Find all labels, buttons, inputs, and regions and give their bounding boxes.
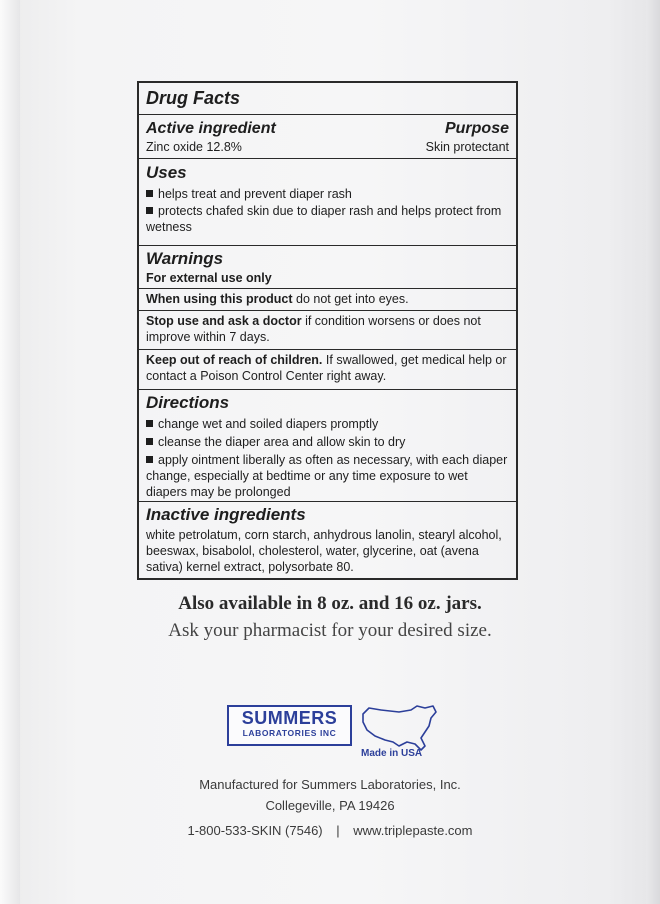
address-line: Collegeville, PA 19426 <box>265 798 395 813</box>
bullet-icon <box>146 190 153 197</box>
logo-name: SUMMERS <box>241 708 338 728</box>
list-item: apply ointment liberally as often as necessary, with each diaper change, especially at bedtime or any time exposure to wet diapers may be prolonged <box>146 453 508 499</box>
warnings-heading: Warnings <box>146 249 224 268</box>
divider <box>139 349 516 350</box>
warnings-section <box>146 249 509 286</box>
bullet-icon <box>146 207 153 214</box>
drug-facts-panel <box>137 81 518 580</box>
list-item: helps treat and prevent diaper rash <box>146 186 509 202</box>
uses-heading: Uses <box>146 163 187 182</box>
directions-heading: Directions <box>146 393 230 412</box>
purpose-heading: Purpose <box>444 120 509 137</box>
bullet-icon <box>146 420 153 427</box>
active-ingredient-heading: Active ingredient <box>146 120 276 137</box>
logo-subtitle: LABORATORIES INC <box>242 728 337 738</box>
inactive-section <box>146 505 509 575</box>
active-ingredient-value: Zinc oxide 12.8% <box>146 140 242 154</box>
bullet-icon <box>146 438 153 445</box>
bullet-icon <box>146 456 153 463</box>
divider <box>139 288 516 289</box>
when-using-text: When using this product do not get into eyes. <box>146 292 409 306</box>
divider <box>139 389 516 390</box>
divider <box>139 310 516 311</box>
list-item: protects chafed skin due to diaper rash and helps protect from wetness <box>146 204 502 234</box>
list-item: cleanse the diaper area and allow skin to dry <box>146 434 509 450</box>
website-link: www.triplepaste.com <box>353 823 473 838</box>
phone-number: 1-800-533-SKIN (7546) <box>187 823 323 838</box>
purpose-value: Skin protectant <box>425 140 509 154</box>
keep-out-text: Keep out of reach of children. If swallowed, get medical help or contact a Poison Control Center right away. <box>146 353 507 383</box>
made-in-usa-label: Made in USA <box>361 748 423 759</box>
summers-logo <box>227 705 352 746</box>
pharmacist-line: Ask your pharmacist for your desired size. <box>168 620 492 641</box>
inactive-text: white petrolatum, corn starch, anhydrous lanolin, stearyl alcohol, beeswax, bisabolol, cholesterol, water, glycerine, oat (avena sativa) kernel extract, polysorbate 80. <box>146 528 502 574</box>
manufacturer-line: Manufactured for Summers Laboratories, Inc. <box>199 777 461 792</box>
uses-section <box>146 163 509 235</box>
contact-line <box>0 823 660 838</box>
list-item: change wet and soiled diapers promptly <box>146 416 509 432</box>
drug-facts-title: Drug Facts <box>146 88 241 108</box>
divider <box>139 501 516 502</box>
active-ingredient-section <box>146 119 509 155</box>
inactive-heading: Inactive ingredients <box>146 505 306 524</box>
separator: | <box>336 823 340 838</box>
stop-use-text: Stop use and ask a doctor if condition worsens or does not improve within 7 days. <box>146 314 481 344</box>
warnings-external: For external use only <box>146 271 272 285</box>
divider <box>139 245 516 246</box>
divider <box>139 158 516 159</box>
directions-section <box>146 393 509 500</box>
availability-line: Also available in 8 oz. and 16 oz. jars. <box>178 593 482 614</box>
divider <box>139 114 516 115</box>
